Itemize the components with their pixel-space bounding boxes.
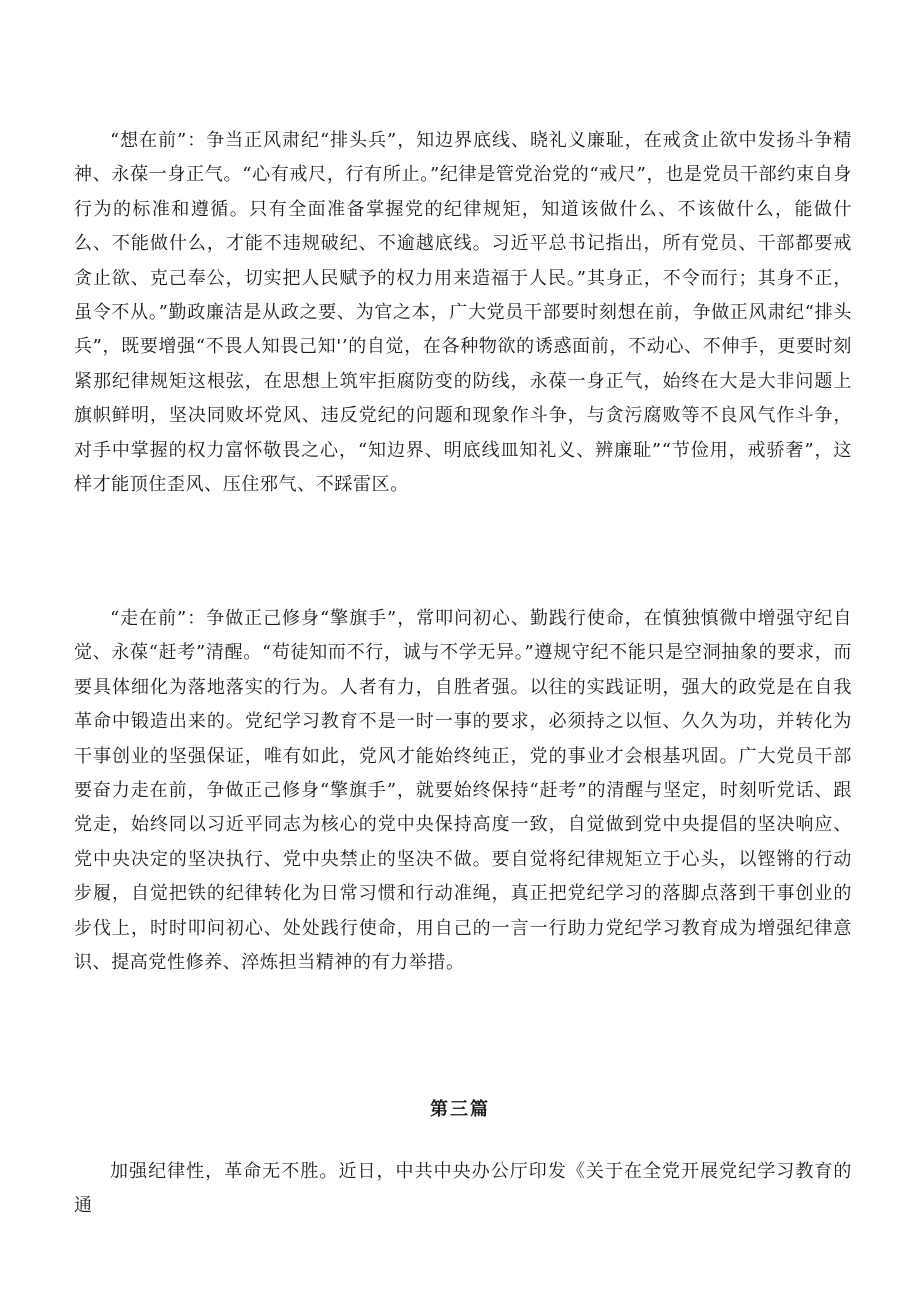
section-heading: 第三篇 xyxy=(430,1099,490,1120)
body-paragraph-zou-zai-qian: “走在前”：争做正己修身“擎旗手”，常叩问初心、勤践行使命，在慎独慎微中增强守纪自觉、永葆“赶考”清醒。“苟徒知而不行，诚与不学无异。”遵规守纪不能只是空洞抽象的要求，而要具体细化为落地落实的行为。人者有力，自胜者强。以往的实践证明，强大的政党是在自我革命中锻造出来的。党纪学习教育不是一时一事的要求，必须持之以恒、久久为功，并转化为干事创业的坚强保证，唯有如此，党风才能始终纯正，党的事业才会根基巩固。广大党员干部要奋力走在前，争做正己修身“擎旗手”，就要始终保持“赶考”的清醒与坚定，时刻听党话、跟党走，始终同以习近平同志为核心的党中央保持高度一致，自觉做到党中央提倡的坚决响应、党中央决定的坚决执行、党中央禁止的坚决不做。要自觉将纪律规矩立于心头，以铿锵的行动步履，自觉把铁的纪律转化为日常习惯和行动准绳，真正把党纪学习的落脚点落到干事创业的步伐上，时时叩问初心、处处践行使命，用自己的一言一行助力党纪学习教育成为增强纪律意识、提高党性修养、淬炼担当精神的有力举措。 xyxy=(74,608,852,974)
body-paragraph-intro: 加强纪律性，革命无不胜。近日，中共中央办公厅印发《关于在全党开展党纪学习教育的通 xyxy=(74,1161,852,1217)
body-paragraph-xiang-zai-qian: “想在前”：争当正风肃纪“排头兵”，知边界底线、晓礼义廉耻，在戒贪止欲中发扬斗争精神、永葆一身正气。“心有戒尺，行有所止。”纪律是管党治党的“戒尺”，也是党员干部约束自身行为的标准和遵循。只有全面准备掌握党的纪律规矩，知道该做什么、不该做什么，能做什么、不能做什么，才能不违规破纪、不逾越底线。习近平总书记指出，所有党员、干部都要戒贪止欲、克己奉公，切实把人民赋予的权力用来造福于人民。”其身正，不令而行；其身不正，虽令不从。”勤政廉洁是从政之要、为官之本，广大党员干部要时刻想在前，争做正风肃纪“排头兵”，既要增强“不畏人知畏己知'’的自觉，在各种物欲的诱惑面前，不动心、不伸手，更要时刻紧那纪律规矩这根弦，在思想上筑牢拒腐防变的防线，永葆一身正气，始终在大是大非问题上旗帜鲜明，坚决同败坏党风、违反党纪的问题和现象作斗争，与贪污腐败等不良风气作斗争，对手中掌握的权力富怀敬畏之心，“知边界、明底线皿知礼义、辨廉耻”“节俭用，戒骄奢”，这样才能顶住歪风、压住邪气、不踩雷区。 xyxy=(74,130,852,496)
